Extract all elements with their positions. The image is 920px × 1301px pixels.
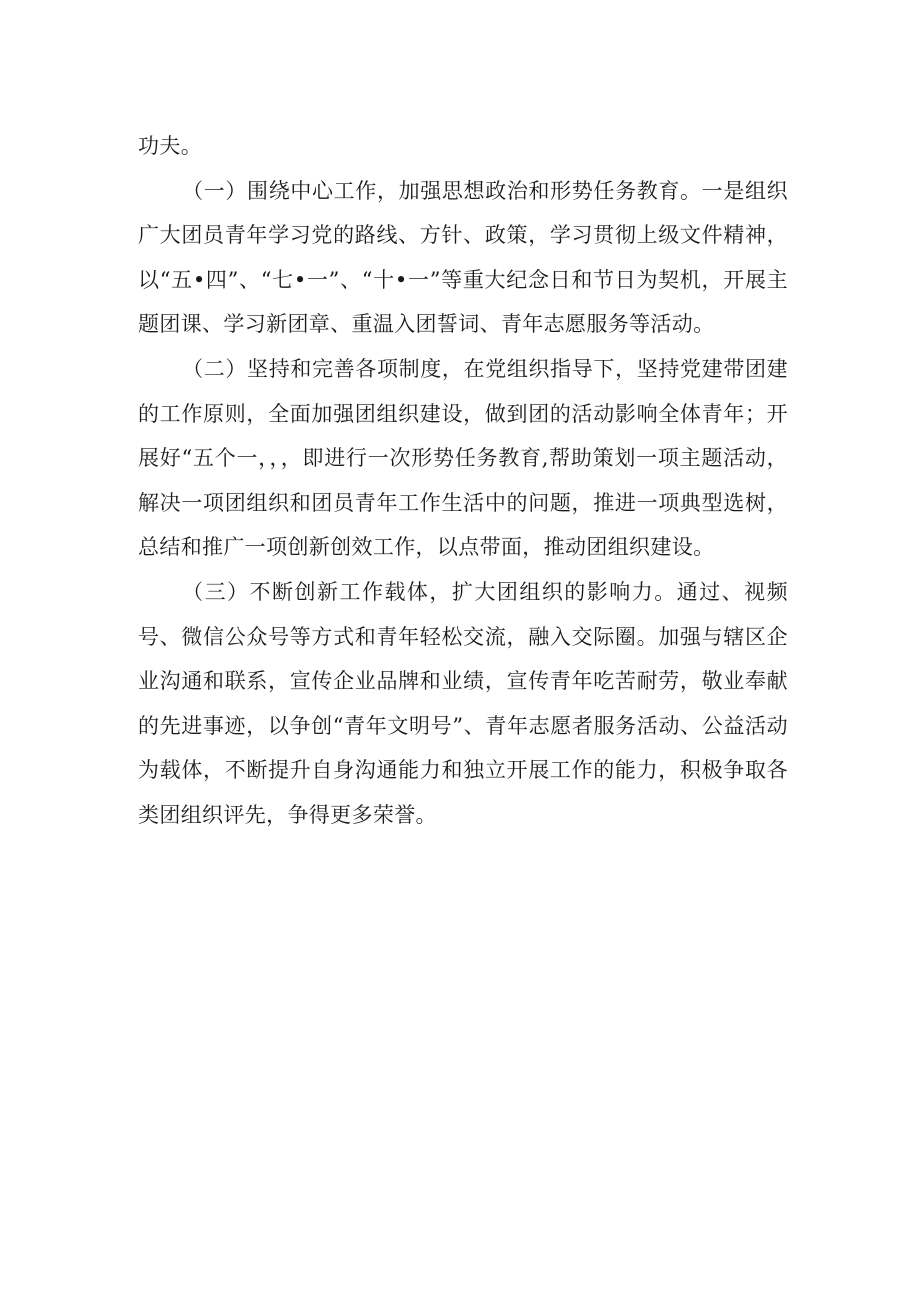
document-body (138, 124, 788, 838)
paragraph-section-3: （三）不断创新工作载体，扩大团组织的影响力。通过、视频号、微信公众号等方式和青年轻松交流，融入交际圈。加强与辖区企业沟通和联系，宣传企业品牌和业绩，宣传青年吃苦耐劳，敬业奉献的先进事迹，以争创“青年文明号”、青年志愿者服务活动、公益活动为载体，不断提升自身沟通能力和独立开展工作的能力，积极争取各类团组织评先，争得更多荣誉。 (138, 579, 788, 827)
paragraph-section-1: （一）围绕中心工作，加强思想政治和形势任务教育。一是组织广大团员青年学习党的路线、方针、政策，学习贯彻上级文件精神，以“五•四”、“七•一”、“十•一”等重大纪念日和节日为契机，开展主题团课、学习新团章、重温入团誓词、青年志愿服务等活动。 (138, 178, 788, 337)
paragraph-continuation: 功夫。 (138, 134, 203, 158)
paragraph-section-2: （二）坚持和完善各项制度，在党组织指导下，坚持党建带团建的工作原则，全面加强团组织建设，做到团的活动影响全体青年；开展好“五个一，，，即进行一次形势任务教育,帮助策划一项主题活动，解决一项团组织和团员青年工作生活中的问题，推进一项典型选树，总结和推广一项创新创效工作，以点带面，推动团组织建设。 (138, 356, 788, 560)
